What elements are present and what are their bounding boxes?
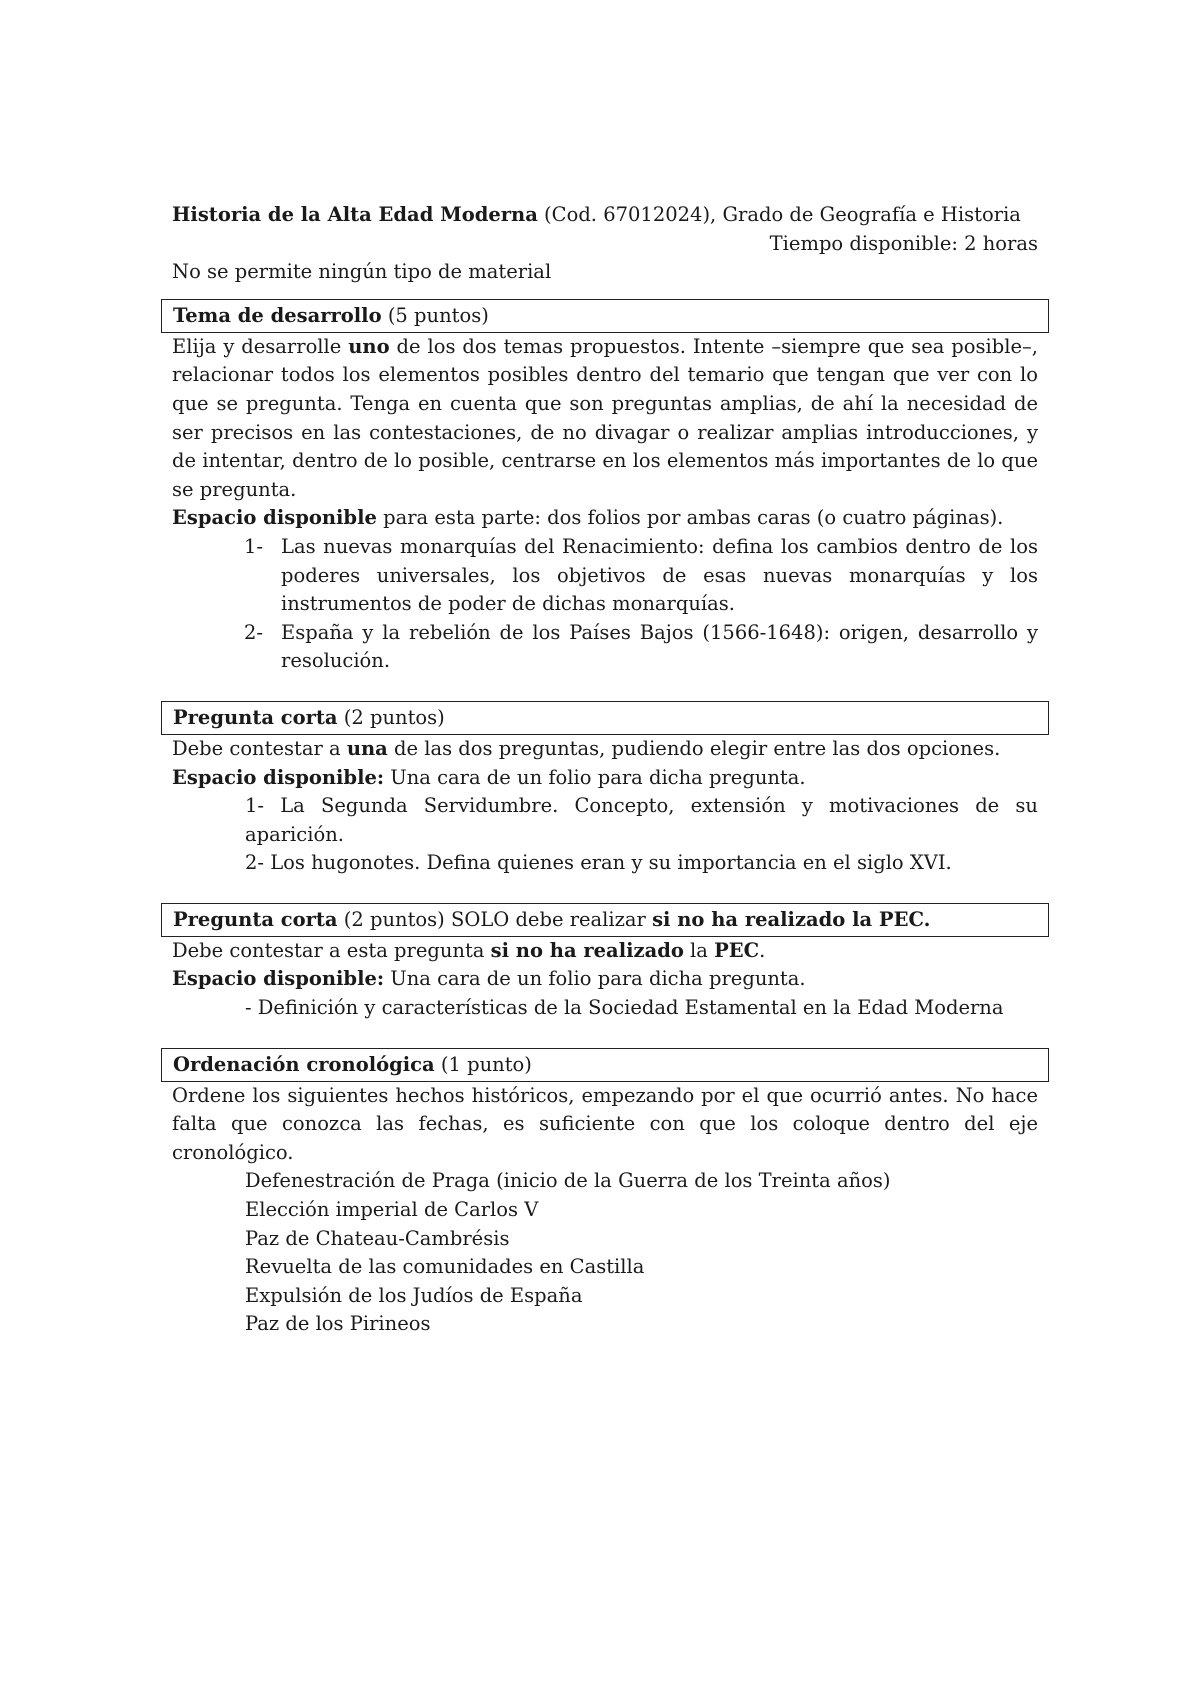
event-item: Revuelta de las comunidades en Castilla: [245, 1255, 645, 1279]
section1-space-text: para esta parte: dos folios por ambas caras (o cuatro páginas).: [376, 506, 1004, 530]
section3-points: (2 puntos) SOLO debe realizar: [343, 907, 653, 931]
section2-points: (2 puntos): [343, 705, 445, 729]
event-item: Paz de los Pirineos: [245, 1312, 431, 1336]
section3-title: Pregunta corta: [173, 907, 338, 931]
section3-text-a: Debe contestar a esta pregunta: [172, 938, 491, 962]
exam-content: [172, 201, 1038, 1339]
section1-header: [161, 299, 1049, 333]
section1-topic-1: [172, 533, 1038, 619]
material-note: No se permite ningún tipo de material: [172, 260, 552, 284]
section4-points: (1 punto): [440, 1052, 532, 1076]
section2-space: [172, 764, 1038, 793]
section3-space: [172, 965, 1038, 994]
event-item: Expulsión de los Judíos de España: [245, 1283, 583, 1307]
section1-text-bold: uno: [348, 334, 390, 358]
section2-header: [161, 701, 1049, 735]
section3-condition: si no ha realizado la PEC.: [652, 907, 931, 931]
section1-text-a: Elija y desarrolle: [172, 334, 349, 358]
section4-title: Ordenación cronológica: [173, 1052, 435, 1076]
section2-instructions: [172, 735, 1038, 764]
section2-space-label: Espacio disponible:: [172, 765, 385, 789]
section2-question-1: 1- La Segunda Servidumbre. Concepto, extensión y motivaciones de su aparición.: [245, 794, 1038, 846]
section2-text-a: Debe contestar a: [172, 736, 347, 760]
section4-instructions: Ordene los siguientes hechos históricos, empezando por el que ocurrió antes. No hace falta que conozca las fechas, es suficiente con que los coloque dentro del eje cronológico.: [172, 1083, 1038, 1164]
time-available: Tiempo disponible: 2 horas: [769, 231, 1038, 255]
section2-title: Pregunta corta: [173, 705, 338, 729]
event-item: Paz de Chateau-Cambrésis: [245, 1226, 510, 1250]
section2-space-text: Una cara de un folio para dicha pregunta.: [384, 765, 806, 789]
course-header: [172, 201, 1038, 230]
topic-text: España y la rebelión de los Países Bajos (1566-1648): origen, desarrollo y resolución.: [281, 620, 1038, 673]
section1-topic-2: [172, 619, 1038, 676]
section3-space-text: Una cara de un folio para dicha pregunta.: [384, 967, 806, 991]
course-code: (Cod. 67012024), Grado de Geografía e Historia: [544, 203, 1021, 226]
event-item: Defenestración de Praga (inicio de la Guerra de los Treinta años): [245, 1169, 891, 1193]
section3-text-pec: PEC: [714, 938, 760, 962]
section1-text-c: de los dos temas propuestos. Intente –siempre que sea posible–, relacionar todos los elementos posibles dentro del temario que tengan que ver con lo que se pregunta. Tenga en cuenta que son preguntas amplias, de ahí la necesidad de ser precisos en las contestaciones, de no divagar o realizar amplias introducciones, y de intentar, dentro de lo posible, centrarse en los elementos más importantes de lo que se pregunta.: [172, 334, 1038, 501]
event-item: Elección imperial de Carlos V: [245, 1198, 539, 1222]
topic-text: Las nuevas monarquías del Renacimiento: defina los cambios dentro de los poderes universales, los objetivos de esas nuevas monarquías y los instrumentos de poder de dichas monarquías.: [281, 534, 1038, 616]
section2-text-c: de las dos preguntas, pudiendo elegir entre las dos opciones.: [387, 736, 1001, 760]
section3-space-label: Espacio disponible:: [172, 967, 385, 991]
section2-question-2: 2- Los hugonotes. Defina quienes eran y su importancia en el siglo XVI.: [245, 851, 952, 875]
section3-text-bold: si no ha realizado: [490, 938, 684, 962]
section3-text-e: .: [759, 938, 766, 962]
section3-instructions: [172, 937, 1038, 966]
section2-text-bold: una: [346, 736, 388, 760]
section4-header: [161, 1048, 1049, 1082]
section1-space: [172, 504, 1038, 533]
topic-number: 2-: [244, 620, 263, 644]
section3-header: [161, 903, 1049, 937]
topic-number: 1-: [244, 534, 263, 558]
section1-title: Tema de desarrollo: [173, 303, 382, 327]
section3-question: - Definición y características de la Sociedad Estamental en la Edad Moderna: [245, 996, 1004, 1020]
section1-space-label: Espacio disponible: [172, 506, 377, 530]
section1-points: (5 puntos): [387, 303, 489, 327]
section1-instructions: [172, 333, 1038, 505]
section3-text-c: la: [683, 938, 715, 962]
course-title: Historia de la Alta Edad Moderna: [172, 203, 538, 226]
